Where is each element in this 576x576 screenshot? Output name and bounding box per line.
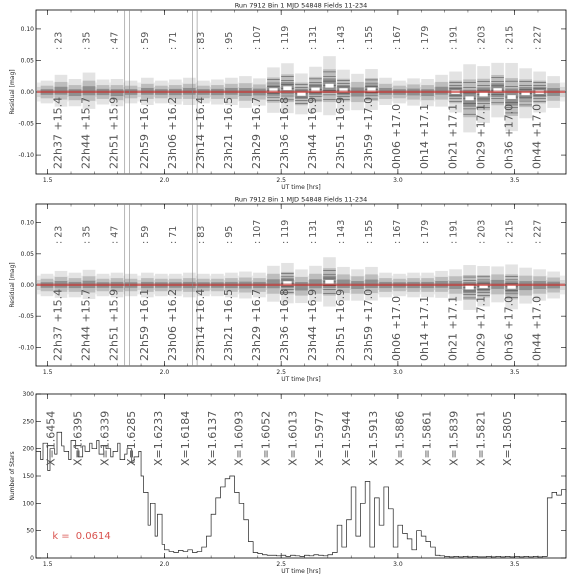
field-number-label: : 167 xyxy=(392,219,404,244)
airmass-label: X=1.5886 xyxy=(393,410,407,466)
airmass-label: X=1.6339 xyxy=(98,410,112,466)
field-coord-label: 23h21 +16.5 xyxy=(222,96,236,169)
field-coord-label: 0h14 +17.1 xyxy=(418,103,432,169)
residual-column-core xyxy=(111,89,124,96)
field-number-label: : 119 xyxy=(280,219,292,244)
y-tick-label: 0.10 xyxy=(20,219,34,227)
field-coord-label: 23h36 +16.8 xyxy=(278,288,292,361)
airmass-label: X=1.6052 xyxy=(259,410,273,466)
field-coord-label: 0h29 +17.1 xyxy=(474,103,488,169)
x-tick-label: 1.5 xyxy=(42,177,53,184)
field-coord-label: 22h59 +16.1 xyxy=(138,96,152,169)
x-axis-title: UT time [hrs] xyxy=(281,184,321,191)
field-number-label: : 35 xyxy=(81,31,93,50)
residual-column-core xyxy=(183,88,196,95)
x-tick-label: 1.5 xyxy=(42,369,53,376)
residual-column-core xyxy=(519,281,532,290)
airmass-label: X=1.5944 xyxy=(340,410,354,466)
y-tick-label: 100 xyxy=(22,500,34,508)
field-number-label: : 179 xyxy=(420,25,432,50)
y-axis-title: Residual [mag] xyxy=(9,69,16,115)
field-number-label: : 215 xyxy=(504,219,516,244)
field-number-label: : 167 xyxy=(392,25,404,50)
airmass-label: X=1.6137 xyxy=(205,410,219,466)
chart-title: Run 7912 Bin 1 MJD 54848 Fields 11-234 xyxy=(234,195,368,204)
residual-column-core xyxy=(491,280,504,289)
residual-gap xyxy=(479,93,487,97)
field-number-label: : 191 xyxy=(448,219,460,244)
field-number-label: : 119 xyxy=(280,25,292,50)
x-tick-label: 2.5 xyxy=(276,369,286,376)
y-tick-label: 0.05 xyxy=(20,57,34,65)
field-number-label: : 107 xyxy=(252,219,264,244)
field-number-label: : 179 xyxy=(420,219,432,244)
x-tick-label: 3.5 xyxy=(509,561,520,568)
field-coord-label: 23h51 +16.9 xyxy=(334,288,348,361)
residual-column-core xyxy=(435,281,448,288)
y-tick-label: 50 xyxy=(26,527,34,535)
y-tick-label: 0.00 xyxy=(20,89,34,96)
airmass-label: X=1.5821 xyxy=(474,410,488,466)
airmass-label: X=1.5913 xyxy=(366,410,380,466)
field-coord-label: 0h14 +17.1 xyxy=(418,295,432,361)
field-number-label: : 47 xyxy=(109,31,121,50)
field-coord-label: 22h51 +15.9 xyxy=(107,96,121,169)
field-number-label: : 203 xyxy=(476,25,488,50)
chart-panel-2 xyxy=(9,196,566,384)
airmass-label: X=1.6233 xyxy=(152,410,166,466)
k-label: k = xyxy=(52,530,70,542)
field-coord-label: 0h06 +17.0 xyxy=(390,295,404,361)
field-coord-label: 0h29 +17.1 xyxy=(474,295,488,361)
residual-column-core xyxy=(69,89,82,96)
residual-gap xyxy=(507,95,515,99)
field-number-label: : 47 xyxy=(109,225,121,244)
x-tick-label: 3.5 xyxy=(509,369,520,376)
field-coord-label: 22h37 +15.4 xyxy=(51,96,65,169)
field-number-label: : 95 xyxy=(224,31,236,50)
field-coord-label: 23h06 +16.2 xyxy=(166,288,180,361)
airmass-label: X=1.6454 xyxy=(44,410,58,466)
field-coord-label: 23h59 +17.0 xyxy=(362,96,376,169)
x-tick-label: 3.0 xyxy=(393,369,403,376)
residual-gap xyxy=(283,86,291,90)
field-coord-label: 22h59 +16.1 xyxy=(138,288,152,361)
field-number-label: : 227 xyxy=(532,25,544,50)
field-coord-label: 23h36 +16.8 xyxy=(278,96,292,169)
field-number-label: : 35 xyxy=(81,225,93,244)
x-tick-label: 3.0 xyxy=(393,177,403,184)
field-coord-label: 22h51 +15.9 xyxy=(107,288,121,361)
field-number-label: : 191 xyxy=(448,25,460,50)
airmass-label: X=1.6013 xyxy=(286,410,300,466)
field-coord-label: 23h06 +16.2 xyxy=(166,96,180,169)
field-coord-label: 0h06 +17.0 xyxy=(390,103,404,169)
airmass-label: X=1.6395 xyxy=(71,410,85,466)
field-coord-label: 22h44 +15.7 xyxy=(79,96,93,169)
y-tick-label: 300 xyxy=(22,391,34,398)
residual-column-core xyxy=(225,88,238,95)
field-coord-label: 0h21 +17.1 xyxy=(446,295,460,361)
y-tick-label: 200 xyxy=(22,445,34,453)
y-tick-label: -0.05 xyxy=(18,120,34,128)
field-number-label: : 95 xyxy=(224,225,236,244)
field-coord-label: 23h14 +16.4 xyxy=(194,288,208,361)
residual-gap xyxy=(325,84,333,88)
field-coord-label: 22h37 +15.4 xyxy=(51,288,65,361)
field-coord-label: 23h44 +16.9 xyxy=(306,96,320,169)
field-number-label: : 59 xyxy=(140,225,152,244)
field-number-label: : 23 xyxy=(53,31,65,50)
residual-column-core xyxy=(141,88,154,95)
y-tick-label: -0.05 xyxy=(18,313,34,321)
field-number-label: : 83 xyxy=(196,31,208,50)
field-number-label: : 227 xyxy=(532,219,544,244)
y-tick-label: 0.10 xyxy=(20,25,34,33)
field-coord-label: 0h36 +17.0 xyxy=(502,103,516,169)
residual-column-core xyxy=(83,281,96,288)
field-coord-label: 23h29 +16.7 xyxy=(250,288,264,361)
x-axis-title: UT time [hrs] xyxy=(281,568,321,575)
field-number-label: : 71 xyxy=(168,31,180,50)
airmass-label: X=1.5861 xyxy=(420,410,434,466)
x-tick-label: 1.5 xyxy=(42,561,53,568)
x-tick-label: 2.5 xyxy=(276,177,286,184)
field-number-label: : 143 xyxy=(336,25,348,50)
field-number-label: : 107 xyxy=(252,25,264,50)
y-axis-title: Residual [mag] xyxy=(9,262,16,308)
y-tick-label: 150 xyxy=(22,473,34,480)
field-coord-label: 23h21 +16.5 xyxy=(222,288,236,361)
airmass-label: X=1.5977 xyxy=(313,410,327,466)
x-tick-label: 2.0 xyxy=(159,369,170,376)
field-coord-label: 0h21 +17.1 xyxy=(446,103,460,169)
airmass-label: X=1.6285 xyxy=(125,410,139,466)
airmass-label: X=1.6093 xyxy=(232,410,246,466)
residual-column-core xyxy=(379,88,392,95)
y-tick-label: 250 xyxy=(22,418,34,426)
x-tick-label: 2.0 xyxy=(159,177,170,184)
field-number-label: : 131 xyxy=(308,219,320,244)
residual-column-core xyxy=(55,281,68,288)
field-number-label: : 131 xyxy=(308,25,320,50)
field-number-label: : 59 xyxy=(140,31,152,50)
y-axis-title: Number of Stars xyxy=(9,451,16,501)
x-tick-label: 3.5 xyxy=(509,177,520,184)
residual-gap xyxy=(325,280,333,284)
x-tick-label: 2.0 xyxy=(159,561,170,568)
field-number-label: : 71 xyxy=(168,225,180,244)
x-tick-label: 2.5 xyxy=(276,561,286,568)
y-tick-label: 0.05 xyxy=(20,250,34,258)
chart-panel-3 xyxy=(9,391,566,575)
field-number-label: : 155 xyxy=(364,25,376,50)
chart-panel-1 xyxy=(9,2,566,192)
residual-gap xyxy=(465,96,473,100)
field-number-label: : 83 xyxy=(196,225,208,244)
field-coord-label: 0h36 +17.0 xyxy=(502,295,516,361)
field-coord-label: 0h44 +17.0 xyxy=(530,295,544,361)
x-tick-label: 3.0 xyxy=(393,561,403,568)
field-coord-label: 23h14 +16.4 xyxy=(194,96,208,169)
field-number-label: : 23 xyxy=(53,225,65,244)
field-coord-label: 23h44 +16.9 xyxy=(306,288,320,361)
field-number-label: : 155 xyxy=(364,219,376,244)
field-number-label: : 203 xyxy=(476,219,488,244)
field-coord-label: 0h44 +17.0 xyxy=(530,103,544,169)
airmass-label: X=1.5839 xyxy=(447,410,461,466)
x-axis-title: UT time [hrs] xyxy=(281,376,321,383)
field-number-label: : 143 xyxy=(336,219,348,244)
chart-title: Run 7912 Bin 1 MJD 54848 Fields 11-234 xyxy=(234,1,368,10)
y-tick-label: -0.10 xyxy=(18,152,34,160)
k-value: 0.0614 xyxy=(75,530,111,542)
residual-gap xyxy=(465,286,473,290)
field-coord-label: 23h59 +17.0 xyxy=(362,288,376,361)
field-coord-label: 22h44 +15.7 xyxy=(79,288,93,361)
airmass-label: X=1.6184 xyxy=(178,410,192,466)
airmass-label: X=1.5805 xyxy=(501,410,515,466)
field-number-label: : 215 xyxy=(504,25,516,50)
residual-column-core xyxy=(421,89,434,96)
field-coord-label: 23h29 +16.7 xyxy=(250,96,264,169)
field-coord-label: 23h51 +16.9 xyxy=(334,96,348,169)
y-tick-label: -0.10 xyxy=(18,344,34,352)
y-tick-label: 0.00 xyxy=(20,282,34,289)
y-tick-label: 0 xyxy=(30,555,34,562)
